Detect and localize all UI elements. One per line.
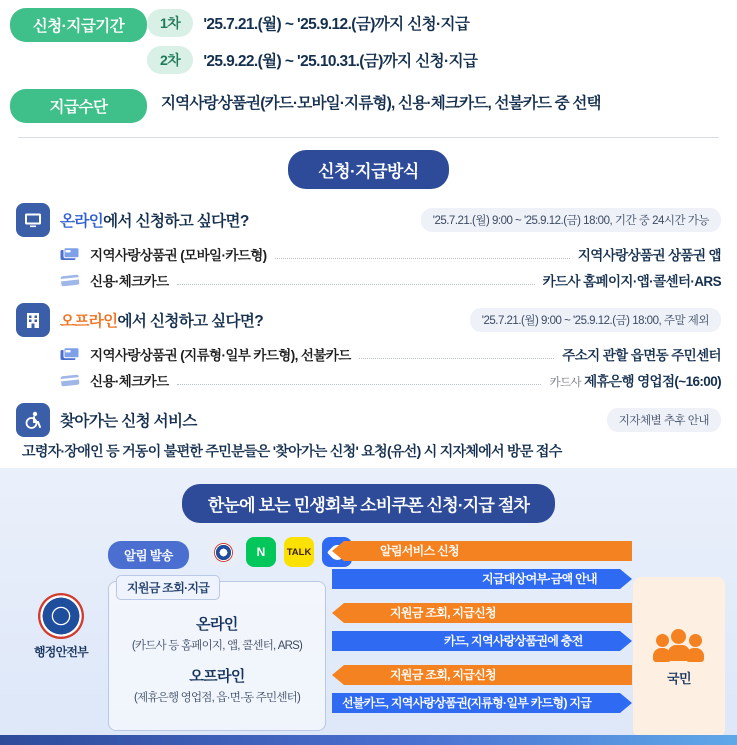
sub-row: [60, 367, 721, 393]
arrow-eligibility-info-label: 지급대상여부·금액 안내: [482, 572, 597, 586]
period-text-1: '25.7.21.(월) ~ '25.9.12.(금)까지 신청·지급: [203, 16, 470, 33]
bottom-title: 한눈에 보는 민생회복 소비쿠폰 신청·지급 절차: [182, 484, 555, 523]
arrow-online-apply-label: 지원금 조회, 지급신청: [390, 606, 496, 620]
building-icon: [16, 303, 50, 337]
method-offline: [16, 303, 721, 393]
method-visit-head: [16, 403, 721, 437]
sub-label: 지역사랑상품권 (모바일·카드형): [90, 248, 267, 263]
method-offline-time: '25.7.21.(월) 9:00 ~ '25.9.12.(금) 18:00, 주말 제외: [470, 308, 721, 332]
gov-label: 행정안전부: [34, 645, 88, 659]
period-badge-1: 1차: [147, 9, 193, 37]
people-column: [633, 577, 725, 737]
kakao-app-icon[interactable]: TALK: [284, 537, 314, 567]
method-online-time: '25.7.21.(월) 9:00 ~ '25.9.12.(금) 18:00, 기간 중 24시간 가능: [421, 208, 721, 232]
arrow-online-charge-label: 카드, 지역사랑상품권에 충전: [444, 634, 583, 648]
methods-list: [10, 203, 727, 461]
inner-item-online: [108, 613, 326, 653]
inner-item-offline: [108, 665, 326, 705]
method-offline-items: [60, 341, 721, 393]
visit-note: 고령자·장애인 등 거동이 불편한 주민분들은 '찾아가는 신청' 요청(유선) 시 지자체에서 방문 접수: [22, 443, 562, 459]
arrow-notify-request: [332, 541, 632, 561]
inner-tag: 지원금 조회·지급: [116, 575, 220, 600]
method-online: [16, 203, 721, 293]
sub-row: [60, 341, 721, 367]
sub-row: [60, 241, 721, 267]
method-online-title-prefix: 온라인: [60, 213, 104, 230]
method-online-head: [16, 203, 721, 237]
period-text-2: '25.9.22.(월) ~ '25.10.31.(금)까지 신청·지급: [203, 53, 478, 70]
method-offline-title-rest: 에서 신청하고 싶다면?: [117, 313, 264, 330]
naver-app-icon[interactable]: N: [246, 537, 276, 567]
sub-value-main: 제휴은행 영업점(~16:00): [584, 374, 721, 389]
arrow-notify-request-label: 알림서비스 신청: [380, 544, 459, 558]
dot-leader: [275, 249, 570, 259]
inner-item-offline-title: 오프라인: [189, 668, 245, 685]
dot-leader: [177, 275, 535, 285]
inner-box: [108, 581, 326, 731]
period-line-2: [147, 45, 727, 75]
method-online-title-rest: 에서 신청하고 싶다면?: [103, 213, 249, 230]
means-label: 지급수단: [10, 89, 147, 123]
card-icon: [60, 346, 82, 362]
notify-chip: 알림 발송: [108, 541, 189, 569]
inner-item-online-title: 온라인: [196, 616, 238, 633]
method-offline-title-prefix: 오프라인: [60, 313, 118, 330]
bottom-strip: [0, 735, 737, 745]
means-text: 지역사랑상품권(카드·모바일·지류형), 신용·체크카드, 선불카드 중 선택: [161, 95, 601, 112]
inner-item-online-sub: (카드사 등 홈페이지, 앱, 콜센터, ARS): [131, 640, 303, 652]
sub-label: 신용·체크카드: [90, 274, 169, 289]
sub-label: 신용·체크카드: [90, 374, 169, 389]
period-row: [10, 8, 727, 75]
arrow-offline-apply-label: 지원금 조회, 지급신청: [390, 668, 496, 682]
sub-value: 지역사랑상품권 상품권 앱: [577, 248, 721, 263]
sub-label: 지역사랑상품권 (지류형·일부 카드형), 선불카드: [90, 348, 351, 363]
credit-card-icon: [60, 372, 82, 388]
dot-leader: [359, 349, 555, 359]
method-online-items: [60, 241, 721, 293]
method-online-title: [60, 209, 249, 231]
divider: [18, 137, 719, 138]
section-title: 신청·지급방식: [288, 150, 449, 189]
gov-emblem-icon: [38, 593, 84, 639]
sub-value: 주소지 관할 읍면동 주민센터: [562, 348, 721, 363]
period-line-1: [147, 8, 727, 38]
gov-column: [18, 593, 104, 660]
method-offline-title: [60, 309, 263, 331]
flow-diagram: [12, 537, 725, 737]
arrow-offline-issue-label: 선불카드, 지역사랑상품권(지류형·일부 카드형) 지급: [342, 696, 592, 710]
accessibility-icon: [16, 403, 50, 437]
method-visit: [16, 403, 721, 461]
people-label: 국민: [666, 670, 692, 686]
gov-app-icon[interactable]: [208, 537, 238, 567]
sub-value: [549, 370, 721, 390]
method-offline-head: [16, 303, 721, 337]
people-icon: [652, 628, 706, 662]
method-visit-title: [60, 409, 197, 431]
bottom-title-wrap: [0, 468, 737, 523]
app-icons: [208, 537, 352, 567]
sub-value: 카드사 홈페이지·앱·콜센터·ARS: [542, 274, 721, 289]
sub-row: [60, 267, 721, 293]
method-visit-time: 지자체별 추후 안내: [607, 408, 721, 432]
period-lines: [147, 8, 727, 75]
monitor-icon: [16, 203, 50, 237]
means-row: [10, 89, 727, 123]
method-visit-title-rest: 찾아가는 신청 서비스: [60, 413, 197, 430]
sub-value-prefix: 카드사: [549, 377, 581, 389]
card-icon: [60, 246, 82, 262]
dot-leader: [177, 375, 542, 385]
period-badge-2: 2차: [147, 46, 193, 74]
bottom-section: [0, 468, 737, 745]
section-title-wrap: [10, 150, 727, 189]
inner-item-offline-sub: (제휴은행 영업점, 읍·면·동 주민센터): [133, 692, 301, 704]
period-label: 신청·지급기간: [10, 8, 147, 42]
credit-card-icon: [60, 272, 82, 288]
